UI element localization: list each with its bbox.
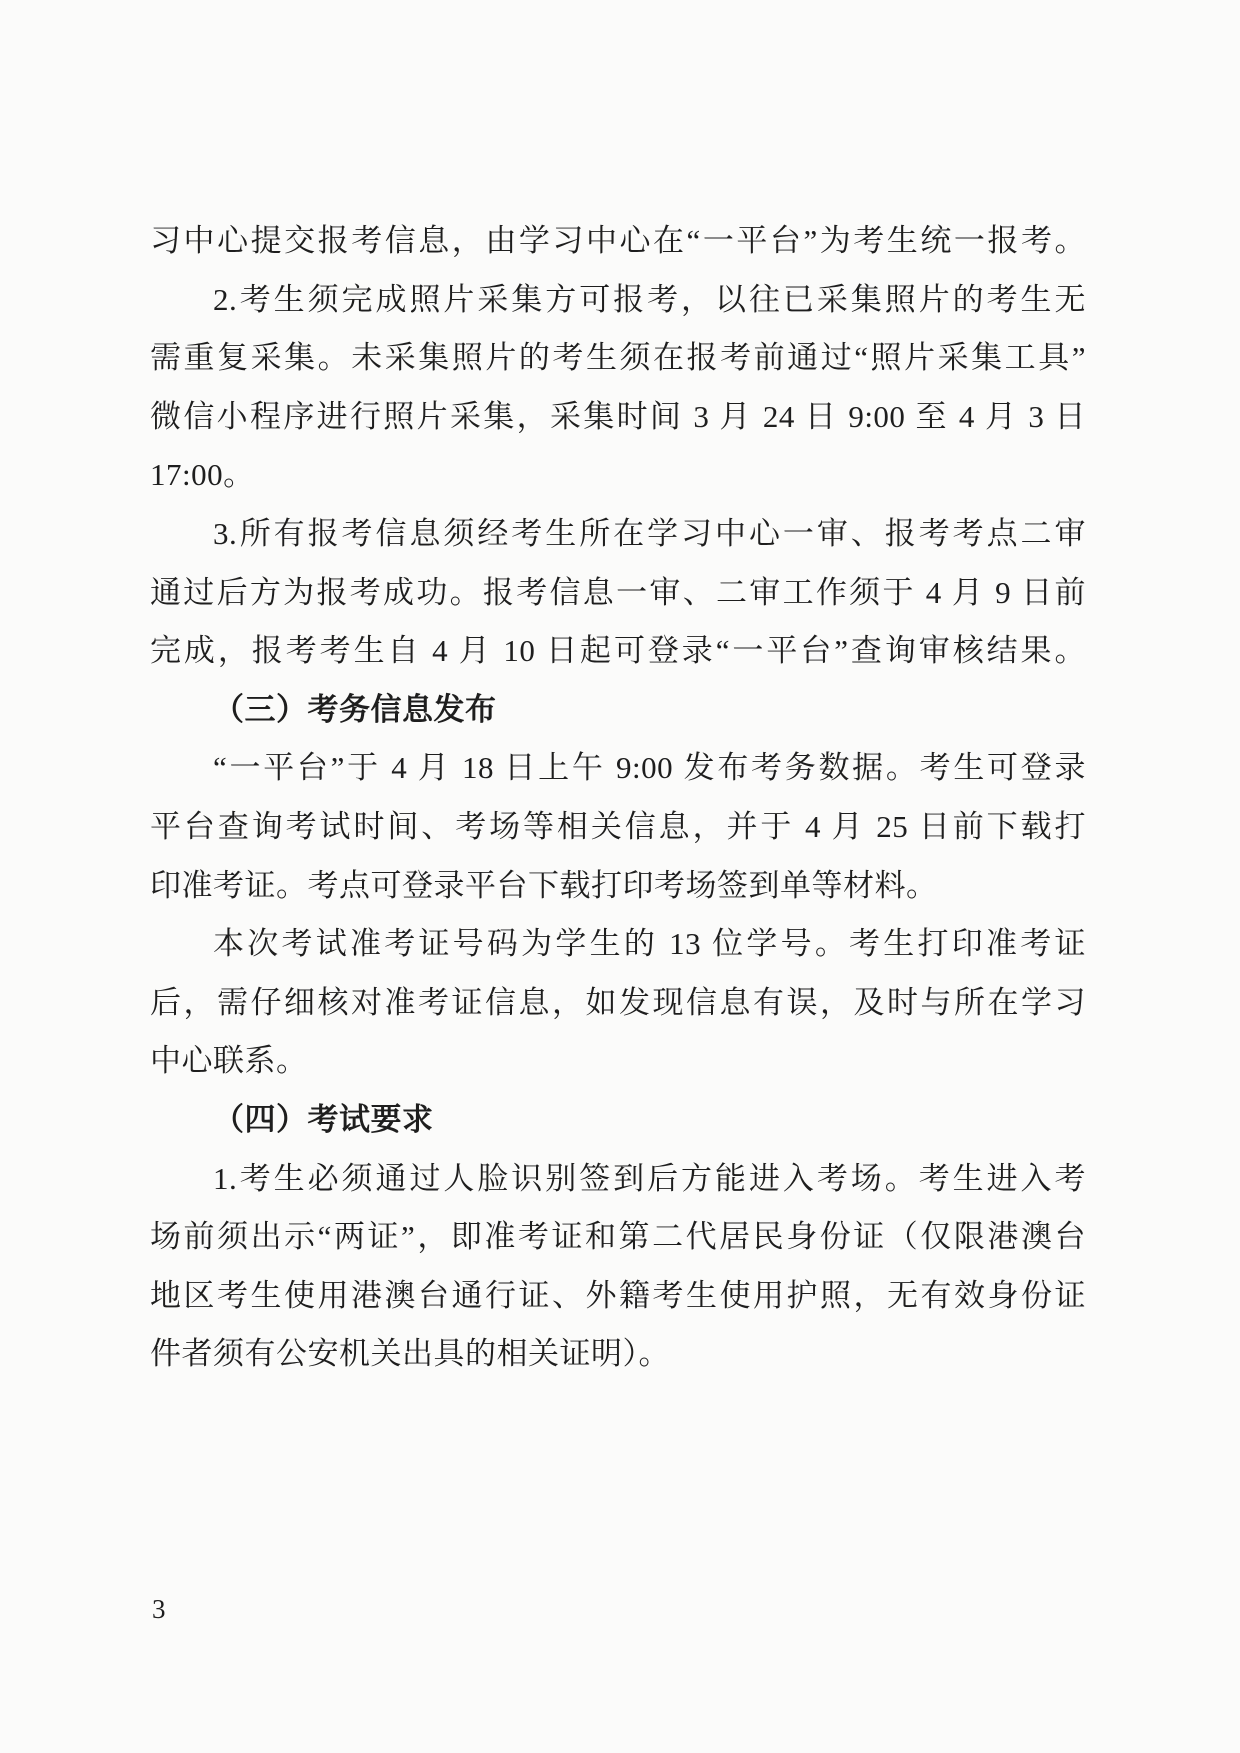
text-line: 后，需仔细核对准考证信息，如发现信息有误，及时与所在学习 xyxy=(150,984,1086,1020)
document-body xyxy=(150,212,1086,1384)
text-line: 地区考生使用港澳台通行证、外籍考生使用护照，无有效身份证 xyxy=(150,1277,1086,1313)
heading-line: （三）考务信息发布 xyxy=(213,691,497,727)
text-line: 通过后方为报考成功。报考信息一审、二审工作须于 4 月 9 日前 xyxy=(150,574,1086,610)
text-line: 3.所有报考信息须经考生所在学习中心一审、报考考点二审 xyxy=(213,515,1086,551)
paragraph xyxy=(150,915,1086,1091)
text-line: 场前须出示“两证”，即准考证和第二代居民身份证（仅限港澳台 xyxy=(150,1219,1086,1255)
paragraph xyxy=(150,271,1086,505)
heading-line: （四）考试要求 xyxy=(213,1101,434,1137)
paragraph xyxy=(150,212,1086,271)
text-line: 1.考生必须通过人脸识别签到后方能进入考场。考生进入考 xyxy=(213,1160,1086,1196)
text-line: 本次考试准考证号码为学生的 13 位学号。考生打印准考证 xyxy=(213,926,1086,962)
text-line: 印准考证。考点可登录平台下载打印考场签到单等材料。 xyxy=(150,867,938,903)
text-line: 需重复采集。未采集照片的考生须在报考前通过“照片采集工具” xyxy=(150,340,1086,376)
section-heading xyxy=(150,1091,1086,1150)
text-line: 微信小程序进行照片采集，采集时间 3 月 24 日 9:00 至 4 月 3 日 xyxy=(150,398,1086,434)
paragraph xyxy=(150,1150,1086,1384)
section-heading xyxy=(150,681,1086,740)
text-line: “一平台”于 4 月 18 日上午 9:00 发布考务数据。考生可登录 xyxy=(213,750,1086,786)
text-line: 完成，报考考生自 4 月 10 日起可登录“一平台”查询审核结果。 xyxy=(150,633,1086,669)
paragraph xyxy=(150,739,1086,915)
text-line: 平台查询考试时间、考场等相关信息，并于 4 月 25 日前下载打 xyxy=(150,808,1086,844)
text-line: 件者须有公安机关出具的相关证明）。 xyxy=(150,1336,670,1372)
text-line: 2.考生须完成照片采集方可报考，以往已采集照片的考生无 xyxy=(213,281,1086,317)
text-line: 中心联系。 xyxy=(150,1043,308,1079)
text-line: 习中心提交报考信息，由学习中心在“一平台”为考生统一报考。 xyxy=(150,223,1086,258)
page-number: 3 xyxy=(152,1594,166,1624)
text-line: 17:00。 xyxy=(150,457,255,493)
paragraph xyxy=(150,505,1086,681)
